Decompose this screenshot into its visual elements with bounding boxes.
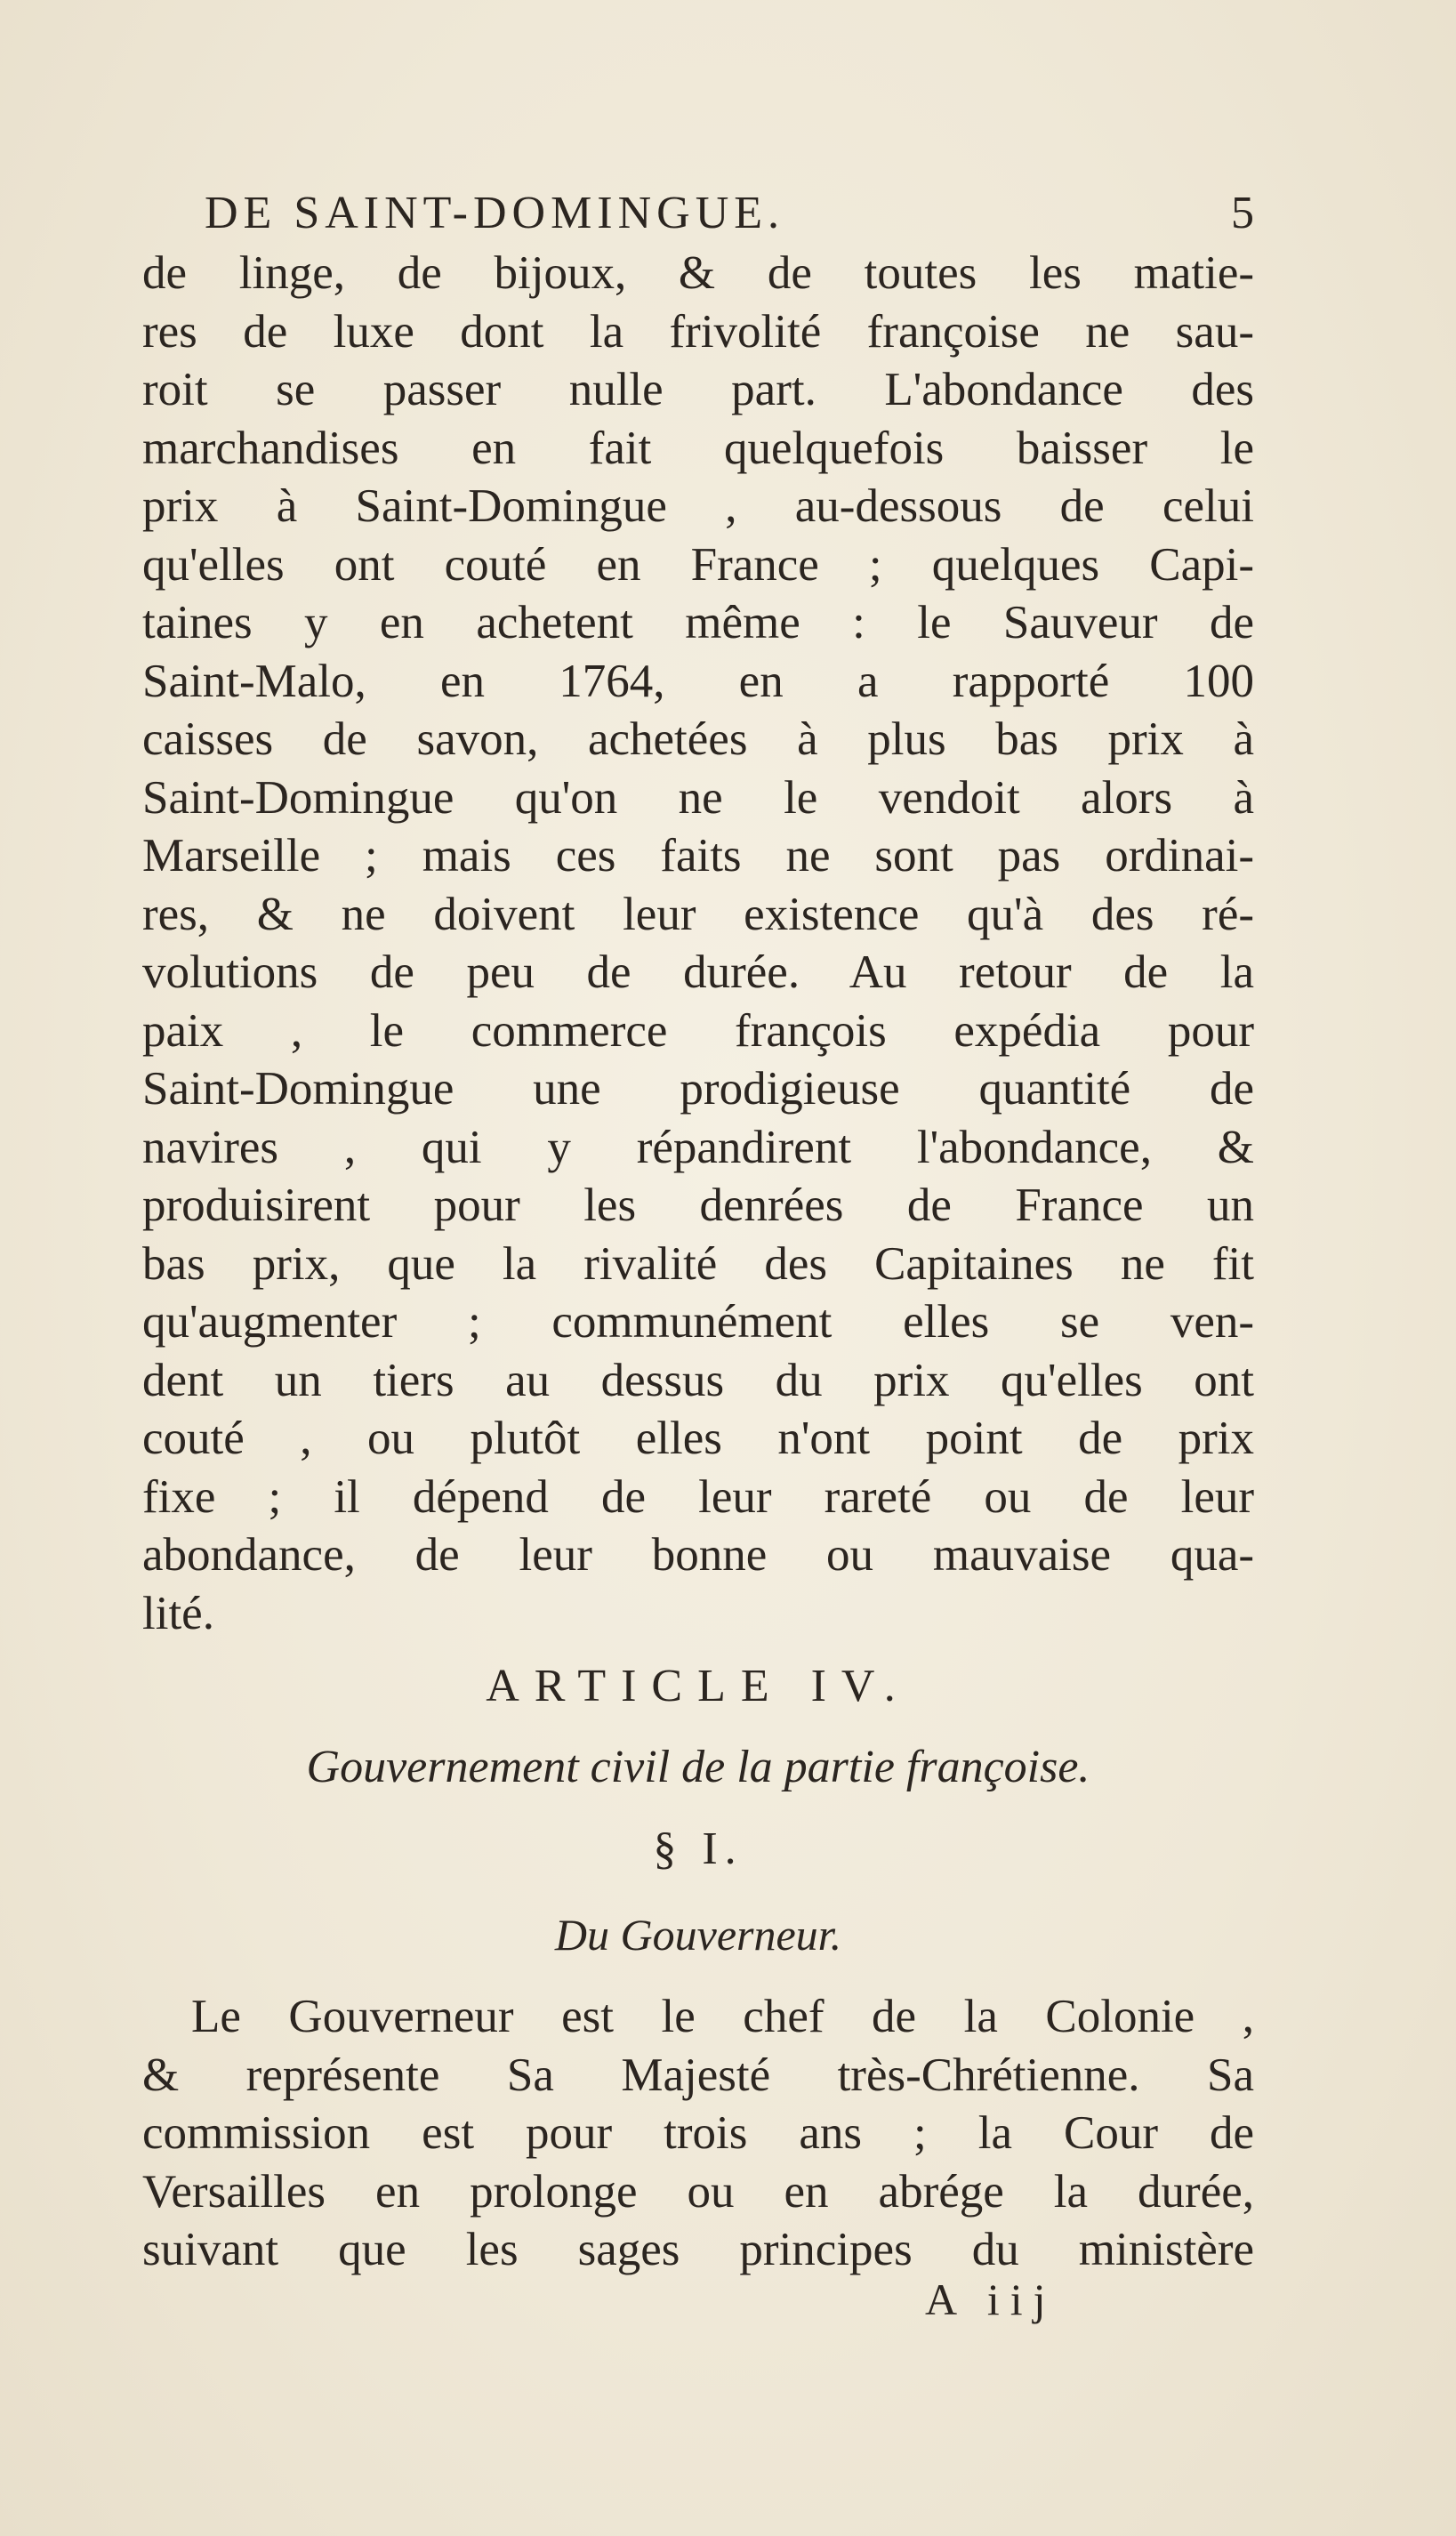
text-line: navires , qui y répandirent l'abondance, & [142, 1121, 1254, 1173]
text-line: marchandises en fait quelquefois baisser le [142, 422, 1254, 474]
text-line: Versailles en prolonge ou en abrége la durée, [142, 2165, 1254, 2218]
text-line: Saint-Malo, en 1764, en a rapporté 100 [142, 655, 1254, 707]
article-title: Gouvernement civil de la partie françoise. [306, 1742, 1090, 1792]
text-line: lité. [142, 1587, 214, 1639]
text-line: res, & ne doivent leur existence qu'à des ré- [142, 888, 1254, 940]
text-line: volutions de peu de durée. Au retour de la [142, 946, 1254, 998]
text-line: Saint-Domingue une prodigieuse quantité de [142, 1063, 1254, 1115]
paragraph-commerce [142, 245, 1254, 1643]
text-line: roit se passer nulle part. L'abondance des [142, 364, 1254, 415]
article-heading: ARTICLE IV. [486, 1661, 911, 1711]
paragraph-gouverneur [142, 1988, 1254, 2280]
text-line: couté , ou plutôt elles n'ont point de prix [142, 1413, 1254, 1464]
text-line: produisirent pour les denrées de France un [142, 1179, 1254, 1231]
text-line: Saint-Domingue qu'on ne le vendoit alors à [142, 771, 1254, 824]
text-line: taines y en achetent même : le Sauveur de [142, 597, 1254, 648]
text-line: & représente Sa Majesté très-Chrétienne. Sa [142, 2049, 1254, 2101]
text-line: commission est pour trois ans ; la Cour de [142, 2107, 1254, 2159]
text-line: abondance, de leur bonne ou mauvaise qua- [142, 1529, 1254, 1581]
text-line: prix à Saint-Domingue , au-dessous de celui [142, 480, 1254, 532]
text-line: Le Gouverneur est le chef de la Colonie , [191, 1991, 1254, 2042]
text-line: dent un tiers au dessus du prix qu'elles ont [142, 1354, 1254, 1406]
running-head: DE SAINT-DOMINGUE. [205, 188, 785, 238]
text-line: bas prix, que la rivalité des Capitaines ne fit [142, 1237, 1254, 1290]
text-line: suivant que les sages principes du ministère [142, 2224, 1254, 2275]
text-line: qu'augmenter ; communément elles se ven- [142, 1296, 1254, 1348]
text-line: qu'elles ont couté en France ; quelques Capi- [142, 538, 1254, 591]
text-line: res de luxe dont la frivolité françoise ne sau- [142, 305, 1254, 358]
text-line: de linge, de bijoux, & de toutes les matie- [142, 247, 1254, 299]
text-line: fixe ; il dépend de leur rareté ou de leur [142, 1470, 1254, 1523]
section-number: § I. [653, 1824, 744, 1874]
text-block [142, 182, 1254, 2280]
page-number: 5 [1231, 188, 1254, 238]
text-line: paix , le commerce françois expédia pour [142, 1004, 1254, 1057]
page-header [142, 182, 1254, 245]
signature-mark: A iij [925, 2274, 1057, 2324]
section-subtitle: Du Gouverneur. [554, 1910, 842, 1960]
text-line: caisses de savon, achetées à plus bas prix à [142, 713, 1254, 765]
text-line: Marseille ; mais ces faits ne sont pas ordinai- [142, 830, 1254, 882]
